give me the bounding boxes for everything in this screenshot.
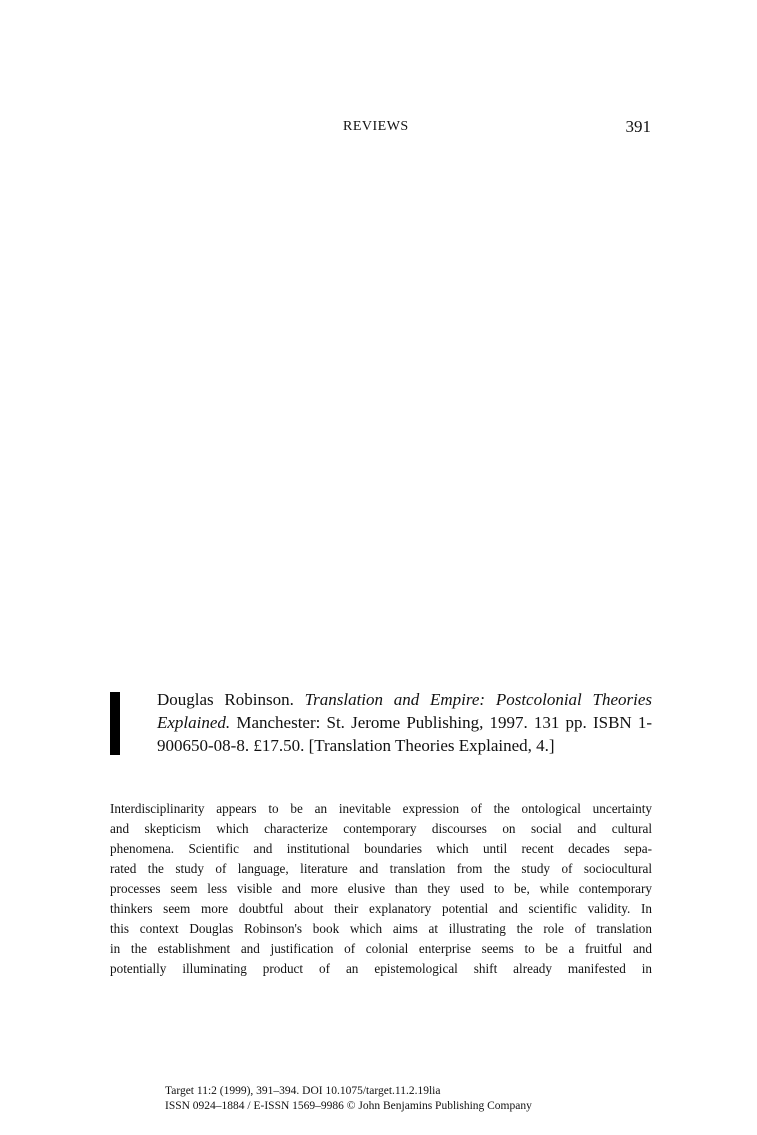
footer-citation-line: Target 11:2 (1999), 391–394. DOI 10.1075/target.11.2.19lia bbox=[165, 1085, 441, 1097]
running-title: REVIEWS bbox=[343, 119, 409, 134]
book-publication-details: Manchester: St. Jerome Publishing, 1997. 131 pp. ISBN 1-900650-08-8. £17.50. [Translation Theories Explained, 4.] bbox=[157, 713, 652, 755]
page-number: 391 bbox=[625, 117, 651, 136]
book-title: Translation and Empire: Postcolonial Theories Explained. bbox=[157, 690, 653, 732]
publication-footer bbox=[165, 1084, 625, 1114]
body-line: thinkers seem more doubtful about their explanatory potential and scientific validity. In bbox=[110, 901, 652, 916]
running-header bbox=[0, 117, 757, 139]
body-line: rated the study of language, literature and translation from the study of sociocultural bbox=[110, 861, 652, 876]
body-line: this context Douglas Robinson's book which aims at illustrating the role of translation bbox=[110, 921, 652, 936]
book-citation bbox=[157, 688, 652, 757]
book-author: Douglas Robinson. bbox=[157, 690, 294, 709]
section-marker-bar bbox=[110, 692, 120, 755]
body-line: in the establishment and justification of colonial enterprise seems to be a fruitful and bbox=[110, 941, 652, 956]
review-body-paragraph bbox=[110, 799, 652, 979]
body-line: phenomena. Scientific and institutional boundaries which until recent decades sepa- bbox=[110, 841, 652, 856]
body-line: processes seem less visible and more elusive than they used to be, while contemporary bbox=[110, 881, 652, 896]
body-line: Interdisciplinarity appears to be an inevitable expression of the ontological uncertainty bbox=[110, 801, 652, 816]
body-line: and skepticism which characterize contemporary discourses on social and cultural bbox=[110, 821, 652, 836]
footer-issn-line: ISSN 0924–1884 / E-ISSN 1569–9986 © John Benjamins Publishing Company bbox=[165, 1100, 532, 1112]
body-line: potentially illuminating product of an epistemological shift already manifested in bbox=[110, 961, 652, 976]
